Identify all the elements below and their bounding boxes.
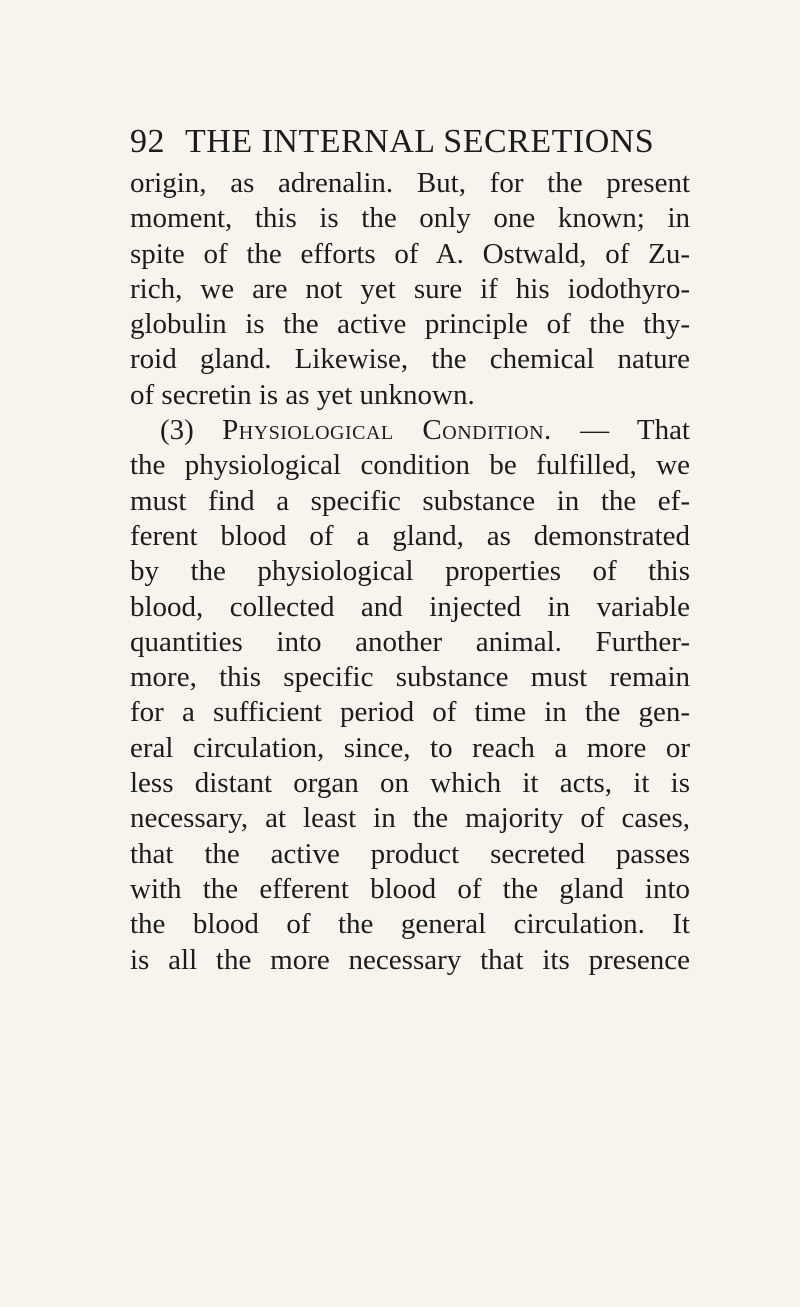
text-line: necessary, at least in the majority of cases, [130,802,690,835]
text-line: must find a specific substance in the ef- [130,484,690,517]
text-line: blood, collected and injected in variable [130,590,690,623]
text-line: the blood of the general circulation. It [130,908,690,941]
text-line: origin, as adrenalin. But, for the present [130,167,690,199]
text-line: of secretin is as yet unknown. [130,378,475,411]
paragraph-1 [130,166,690,413]
text-line: moment, this is the only one known; in [130,202,690,235]
text-line: with the efferent blood of the gland into [130,872,690,905]
text-line: spite of the efforts of A. Ostwald, of Zu- [130,237,690,270]
text-line: by the physiological properties of this [130,555,690,588]
text-line: the physiological condition be fulfilled, we [130,449,690,482]
text-line: ferent blood of a gland, as demonstrated [130,519,690,552]
text-line: roid gland. Likewise, the chemical nature [130,343,690,376]
body-text [130,166,690,978]
text-line: eral circulation, since, to reach a more or [130,731,690,764]
paragraph-2 [130,413,690,978]
text-line: rich, we are not yet sure if his iodothyro- [130,272,690,305]
page-header [130,122,690,162]
text-line: for a sufficient period of time in the gen- [130,696,690,729]
text-line: less distant organ on which it acts, it is [130,767,690,800]
section-heading-line [130,413,690,448]
page-number: 92 [130,123,165,160]
section-number: (3) [160,414,194,447]
section-heading: Physiological Condition. [222,414,552,447]
section-lead-text: — That [580,414,690,447]
text-line: quantities into another animal. Further- [130,625,690,658]
text-line: globulin is the active principle of the thy- [130,308,690,341]
text-line: that the active product secreted passes [130,837,690,870]
running-head: THE INTERNAL SECRETIONS [185,123,655,160]
text-line: more, this specific substance must remain [130,661,690,694]
text-line: is all the more necessary that its presence [130,943,690,976]
